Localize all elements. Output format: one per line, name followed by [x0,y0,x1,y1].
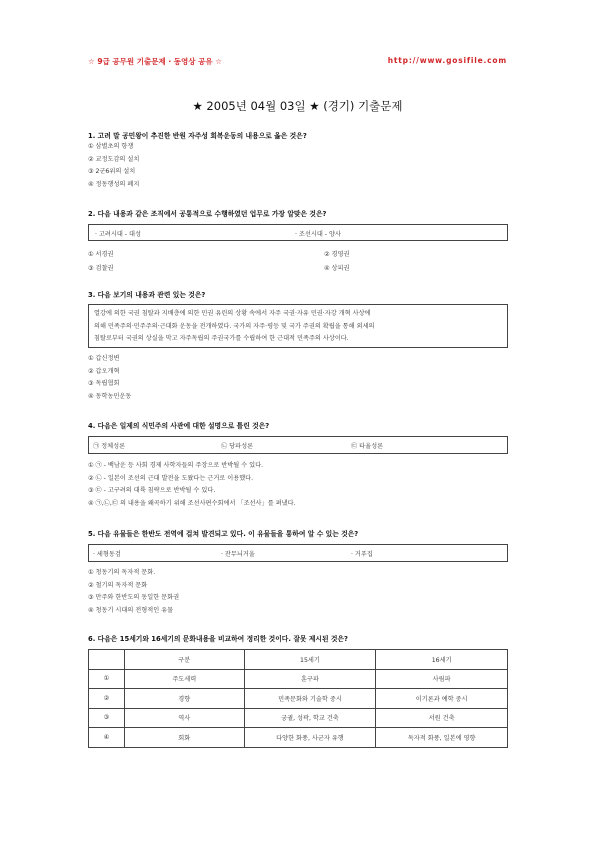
box-item: · 잔무늬거울 [221,551,255,558]
question-5: 5. 다음 유물들은 한반도 전역에 걸쳐 발견되고 있다. 이 유물들을 통하여 알 수 있는 것은? [88,530,359,538]
page-header [88,56,507,68]
box-item: · 거푸집 [351,551,373,558]
box-item: ㉡ 당파성론 [221,443,254,450]
table-header-cell: 구분 [124,650,244,670]
option[interactable]: ④ 동학농민운동 [88,392,132,400]
question-2-box [88,224,508,241]
option[interactable]: ① 삼별초의 항쟁 [88,143,134,150]
question-3-options [88,353,131,403]
header-url-link[interactable]: http://www.gosifile.com [387,56,507,65]
question-5-box [88,544,508,562]
table-cell: 사림파 [376,669,508,689]
table-cell: 역사 [124,708,244,728]
table-row[interactable] [89,669,508,689]
table-header-cell: 15세기 [244,650,376,670]
question-4-options [88,460,296,510]
table-cell: 다양한 화풍, 사군자 유행 [244,728,376,748]
table-row[interactable] [89,728,508,748]
box-line: 의해 민족주의·민주주의·근대화 운동을 전개하였다. 국가의 자주·평등 및 국가 주권의 확립을 통해 외세의 [94,322,375,330]
culture-comparison-table [88,649,508,748]
table-cell: 회화 [124,728,244,748]
box-item: · 세형동검 [93,551,121,558]
question-6: 6. 다음은 15세기와 16세기의 문화내용을 비교하여 정리한 것이다. 잘못 제시된 것은? [88,635,348,643]
option[interactable]: ④ 상피권 [324,265,350,272]
question-4-box [88,436,508,454]
option[interactable]: ③ 검찰권 [88,265,114,272]
option[interactable]: ② 갑오개혁 [88,367,120,375]
question-4: 4. 다음은 일제의 식민주의 사관에 대한 설명으로 틀린 것은? [88,422,270,430]
option[interactable]: ③ ㉢ - 고구려의 대륙 침략으로 반박될 수 있다. [88,487,216,494]
box-item: · 조선시대 - 양사 [295,231,341,238]
table-cell: 민족문화와 기술학 중시 [244,689,376,709]
box-item: ㉢ 타율성론 [351,443,384,450]
question-3: 3. 다음 보기의 내용과 관련 있는 것은? [88,291,206,299]
option[interactable]: ① 서경권 [88,251,114,258]
page-title: ★ 2005년 04월 03일 ★ (경기) 기출문제 [192,99,403,113]
question-1: 1. 고려 말 공민왕이 추진한 반원 자주성 회복운동의 내용으로 옳은 것은? [88,132,307,140]
table-cell: 이기론과 예학 중시 [376,689,508,709]
option[interactable]: ④ 정동행성의 폐지 [88,180,140,188]
table-cell: 경향 [124,689,244,709]
option[interactable]: ④ ㉠,㉡,㉢ 의 내용을 왜곡하기 위해 조선사편수회에서 「조선사」를 펴냈다. [88,499,296,507]
option[interactable]: ④ 청동기 시대의 전형적인 유물 [88,606,174,614]
table-row[interactable] [89,689,508,709]
table-cell: ② [89,689,125,709]
table-header-row [89,650,508,670]
header-left-text: ☆ 9급 공무원 기출문제 · 동영상 공유 ☆ [88,57,222,66]
table-header-cell [89,650,125,670]
table-row[interactable] [89,708,508,728]
option[interactable]: ② 철기의 독자적 문화 [88,581,148,589]
table-cell: 독자적 화풍, 일본에 영향 [376,728,508,748]
table-cell: ③ [89,708,125,728]
option[interactable]: ② ㉡ - 일본이 조선의 근대 발전을 도왔다는 근거로 이용했다. [88,474,254,482]
option[interactable]: ② 교정도감의 설치 [88,155,140,163]
question-2: 2. 다음 내용과 같은 조직에서 공통적으로 수행하였던 업무로 가장 알맞은 것은? [88,210,327,218]
box-item: · 고려시대 - 대성 [95,231,141,238]
question-1-options [88,141,139,191]
option[interactable]: ③ 만주와 한반도의 동일한 문화권 [88,594,180,601]
table-cell: 궁궐, 성곽, 학교 건축 [244,708,376,728]
box-line: 열강에 의한 국권 침탈과 지배층에 의한 민권 유린의 상황 속에서 자주 국권·자유 민권·자강 개혁 사상에 [94,310,371,317]
option[interactable]: ① 갑신정변 [88,355,120,362]
option[interactable]: ① ㉠ - 백남운 등 사회 경제 사학자들의 주장으로 반박될 수 있다. [88,462,264,469]
option[interactable]: ③ 독립협회 [88,380,120,387]
box-line: 침탈로부터 국권의 상실을 막고 자주독립의 주권국가를 수립하여 한 근대적 민족주의 사상이다. [94,335,349,342]
option[interactable]: ① 청동기의 독자적 문화. [88,569,156,576]
option[interactable]: ③ 2군6위의 설치 [88,168,136,175]
option[interactable]: ② 경영권 [324,251,350,258]
box-item: ㉠ 정체성론 [93,443,126,450]
table-header-cell: 16세기 [376,650,508,670]
question-5-options [88,567,179,617]
table-cell: 서원 건축 [376,708,508,728]
table-cell: ④ [89,728,125,748]
table-cell: ① [89,669,125,689]
table-cell: 주도세력 [124,669,244,689]
table-cell: 훈구파 [244,669,376,689]
question-3-box [88,304,508,348]
